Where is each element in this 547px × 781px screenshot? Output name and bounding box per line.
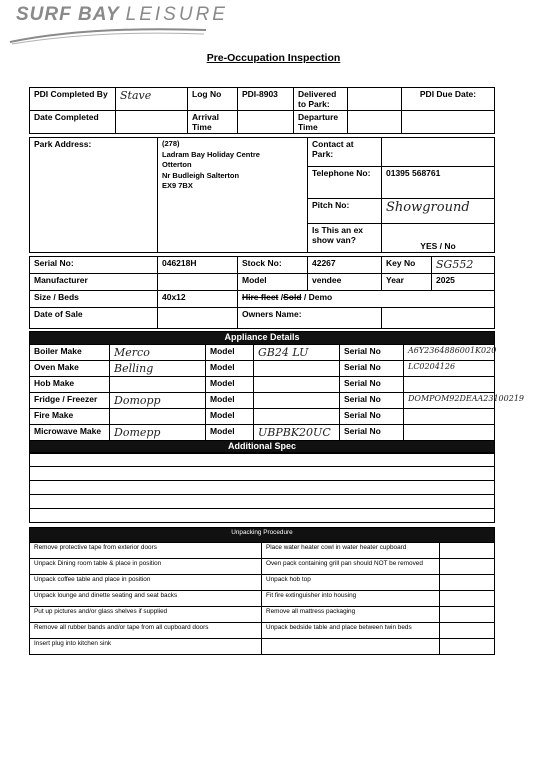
- spec-line: [30, 495, 495, 509]
- park-address-label: Park Address:: [30, 138, 158, 253]
- departure-time-value: [348, 111, 402, 134]
- appliance-model-value: [254, 361, 340, 377]
- appliance-name: Fridge / Freezer: [30, 393, 110, 409]
- appliance-make-value: Domepp: [110, 425, 206, 441]
- log-no-label: Log No: [188, 88, 238, 111]
- additional-spec-table: [29, 452, 495, 523]
- unpacking-row: [30, 575, 495, 591]
- appliance-row: [30, 425, 495, 441]
- serial-no-label: Serial No:: [30, 257, 158, 274]
- unpacking-step: Fit fire extinguisher into housing: [262, 591, 440, 607]
- pdi-completed-by-value: Stave: [116, 88, 188, 111]
- model-value: vendee: [308, 274, 382, 291]
- unpacking-step: Unpack lounge and dinette seating and seat backs: [30, 591, 262, 607]
- serial-no-value: 046218H: [158, 257, 238, 274]
- model-label: Model: [238, 274, 308, 291]
- unpacking-check-cell: [440, 639, 495, 655]
- appliance-details-heading: Appliance Details: [30, 332, 495, 345]
- unpacking-row: [30, 639, 495, 655]
- spec-line: [30, 453, 495, 467]
- spec-line: [30, 509, 495, 523]
- unpacking-check-cell: [440, 623, 495, 639]
- date-of-sale-value: [158, 308, 238, 329]
- contact-at-park-value: [382, 138, 495, 167]
- appliance-model-value: [254, 393, 340, 409]
- log-no-value: PDI-8903: [238, 88, 294, 111]
- appliance-serial-value: A6Y2364886001K020: [404, 345, 495, 361]
- key-no-label: Key No: [382, 257, 432, 274]
- appliance-row: [30, 377, 495, 393]
- unpacking-step: Remove protective tape from exterior doors: [30, 543, 262, 559]
- unpacking-step: [262, 639, 440, 655]
- unpacking-step: Unpack hob top: [262, 575, 440, 591]
- appliance-serial-value: DOMPOM92DEAA23100219: [404, 393, 495, 409]
- unpacking-check-cell: [440, 559, 495, 575]
- appliance-row: [30, 409, 495, 425]
- unpacking-row: [30, 607, 495, 623]
- appliance-model-value: UBPBK20UC: [254, 425, 340, 441]
- logo-text-leisure: LEISURE: [125, 4, 228, 25]
- date-of-sale-label: Date of Sale: [30, 308, 158, 329]
- unpacking-step: Insert plug into kitchen sink: [30, 639, 262, 655]
- additional-spec-heading: Additional Spec: [30, 441, 495, 454]
- departure-time-label: Departure Time: [294, 111, 348, 134]
- date-completed-label: Date Completed: [30, 111, 116, 134]
- appliance-make-value: [110, 409, 206, 425]
- logo-text-surf-bay: SURF BAY: [16, 4, 120, 25]
- unit-table: [29, 256, 495, 329]
- address-line: Otterton: [162, 160, 192, 169]
- appliance-serial-value: [404, 425, 495, 441]
- appliance-make-value: Belling: [110, 361, 206, 377]
- appliance-name: Hob Make: [30, 377, 110, 393]
- unpacking-check-cell: [440, 607, 495, 623]
- pdi-due-date-label: PDI Due Date:: [402, 88, 495, 111]
- appliance-name: Boiler Make: [30, 345, 110, 361]
- appliance-serial-value: [404, 377, 495, 393]
- appliance-name: Oven Make: [30, 361, 110, 377]
- unpacking-check-cell: [440, 543, 495, 559]
- appliance-model-label: Model: [206, 409, 254, 425]
- unpacking-step: Remove all rubber bands and/or tape from all cupboard doors: [30, 623, 262, 639]
- appliance-serial-label: Serial No: [340, 361, 404, 377]
- appliance-serial-value: LC0204126: [404, 361, 495, 377]
- ex-show-van-label: Is This an ex show van?: [308, 223, 382, 252]
- unpacking-step: Oven pack containing grill pan should NOT be removed: [262, 559, 440, 575]
- manufacturer-label: Manufacturer: [30, 274, 158, 291]
- appliance-row: [30, 345, 495, 361]
- address-line: Nr Budleigh Salterton: [162, 170, 240, 180]
- pdi-completed-by-label: PDI Completed By: [30, 88, 116, 111]
- appliance-model-label: Model: [206, 425, 254, 441]
- page-title: Pre-Occupation Inspection: [206, 52, 341, 64]
- appliance-name: Fire Make: [30, 409, 110, 425]
- size-beds-label: Size / Beds: [30, 291, 158, 308]
- appliance-make-value: [110, 377, 206, 393]
- appliance-serial-value: [404, 409, 495, 425]
- appliance-serial-label: Serial No: [340, 425, 404, 441]
- unpacking-step: Remove all mattress packaging: [262, 607, 440, 623]
- ex-show-van-options: YES / No: [382, 223, 495, 252]
- delivered-to-park-label: Delivered to Park:: [294, 88, 348, 111]
- date-completed-value: [116, 111, 188, 134]
- sale-type: Hire fleet /Sold / Demo: [238, 291, 495, 308]
- logo-swoosh: [8, 22, 208, 46]
- appliance-model-label: Model: [206, 393, 254, 409]
- appliance-name: Microwave Make: [30, 425, 110, 441]
- appliance-make-value: Domopp: [110, 393, 206, 409]
- hire-fleet-option: Hire fleet: [242, 292, 279, 302]
- unpacking-row: [30, 623, 495, 639]
- owners-name-value: [382, 308, 495, 329]
- appliance-model-label: Model: [206, 361, 254, 377]
- unpacking-row: [30, 591, 495, 607]
- unpacking-step: Unpack bedside table and place between twin beds: [262, 623, 440, 639]
- year-label: Year: [382, 274, 432, 291]
- unpacking-step: Unpack coffee table and place in position: [30, 575, 262, 591]
- unpacking-step: Place water heater cowl in water heater cupboard: [262, 543, 440, 559]
- unpacking-heading: Unpacking Procedure: [30, 528, 495, 543]
- stock-no-label: Stock No:: [238, 257, 308, 274]
- owners-name-label: Owners Name:: [238, 308, 382, 329]
- year-value: 2025: [432, 274, 495, 291]
- spec-line: [30, 481, 495, 495]
- demo-option: / Demo: [303, 292, 333, 302]
- manufacturer-value: [158, 274, 238, 291]
- spec-line: [30, 467, 495, 481]
- telephone-label: Telephone No:: [308, 167, 382, 198]
- appliance-model-label: Model: [206, 345, 254, 361]
- address-line: (278): [162, 139, 180, 148]
- appliance-serial-label: Serial No: [340, 377, 404, 393]
- appliance-serial-label: Serial No: [340, 345, 404, 361]
- appliance-model-value: GB24 LU: [254, 345, 340, 361]
- unpacking-row: [30, 543, 495, 559]
- appliance-serial-label: Serial No: [340, 409, 404, 425]
- delivered-to-park-value: [348, 88, 402, 111]
- header-table: [29, 87, 495, 134]
- telephone-value: 01395 568761: [382, 167, 495, 198]
- appliance-serial-label: Serial No: [340, 393, 404, 409]
- key-no-value: SG552: [432, 257, 495, 274]
- unpacking-step: Unpack Dining room table & place in position: [30, 559, 262, 575]
- unpacking-table: [29, 527, 495, 655]
- pdi-due-date-value: [402, 111, 495, 134]
- arrival-time-value: [238, 111, 294, 134]
- arrival-time-label: Arrival Time: [188, 111, 238, 134]
- unpacking-check-cell: [440, 575, 495, 591]
- appliance-table: [29, 331, 525, 454]
- address-line: Ladram Bay Holiday Centre: [162, 149, 260, 159]
- unpacking-check-cell: [440, 591, 495, 607]
- stock-no-value: 42267: [308, 257, 382, 274]
- address-line: EX9 7BX: [162, 181, 193, 190]
- size-beds-value: 40x12: [158, 291, 238, 308]
- pitch-no-value: Showground: [382, 198, 495, 223]
- sold-option: Sold: [283, 292, 302, 302]
- park-address-value: [158, 138, 308, 253]
- park-table: [29, 137, 495, 253]
- appliance-model-value: [254, 377, 340, 393]
- appliance-make-value: Merco: [110, 345, 206, 361]
- unpacking-step: Put up pictures and/or glass shelves if supplied: [30, 607, 262, 623]
- appliance-row: [30, 361, 495, 377]
- appliance-model-value: [254, 409, 340, 425]
- contact-at-park-label: Contact at Park:: [308, 138, 382, 167]
- unpacking-row: [30, 559, 495, 575]
- appliance-row: [30, 393, 495, 409]
- pitch-no-label: Pitch No:: [308, 198, 382, 223]
- appliance-model-label: Model: [206, 377, 254, 393]
